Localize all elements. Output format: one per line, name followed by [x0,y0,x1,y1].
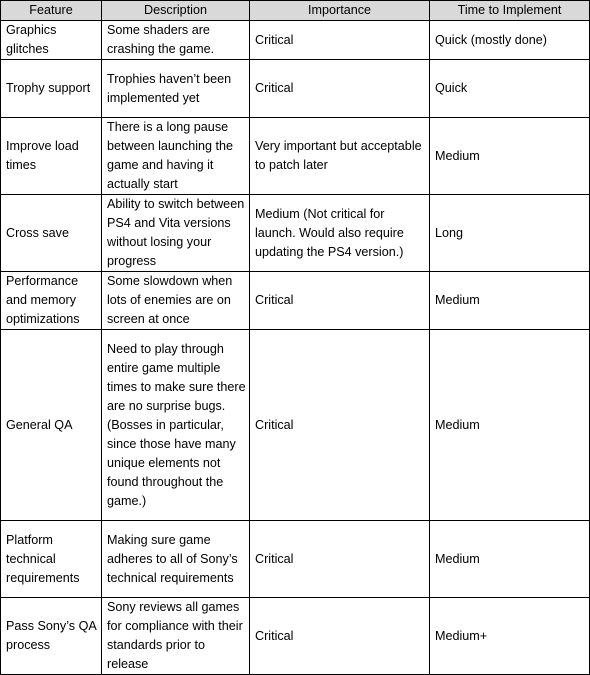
cell-importance: Critical [250,21,430,60]
header-description: Description [102,1,250,21]
table-row [1,272,590,330]
cell-importance: Critical [250,60,430,118]
cell-importance: Medium (Not critical for launch. Would also require updating the PS4 version.) [250,195,430,272]
cell-description: Some shaders are crashing the game. [102,21,250,60]
cell-feature: Performance and memory optimizations [1,272,102,330]
header-time-to-implement: Time to Implement [430,1,590,21]
cell-time: Medium [430,272,590,330]
header-importance: Importance [250,1,430,21]
cell-description: Some slowdown when lots of enemies are on screen at once [102,272,250,330]
table-row [1,60,590,118]
cell-feature: Platform technical requirements [1,521,102,598]
table-row [1,598,590,675]
table-row [1,118,590,195]
cell-time: Medium [430,521,590,598]
cell-description: Sony reviews all games for compliance with their standards prior to release [102,598,250,675]
cell-time: Medium [430,118,590,195]
cell-importance: Very important but acceptable to patch later [250,118,430,195]
cell-importance: Critical [250,272,430,330]
cell-importance: Critical [250,330,430,521]
table-row [1,521,590,598]
cell-description: Ability to switch between PS4 and Vita versions without losing your progress [102,195,250,272]
header-feature: Feature [1,1,102,21]
cell-description: Making sure game adheres to all of Sony’s technical requirements [102,521,250,598]
cell-feature: Cross save [1,195,102,272]
table-body [1,21,590,675]
table-row [1,195,590,272]
header-row [1,1,590,21]
cell-time: Long [430,195,590,272]
cell-feature: Improve load times [1,118,102,195]
table-row [1,21,590,60]
cell-time: Quick [430,60,590,118]
cell-feature: Pass Sony’s QA process [1,598,102,675]
cell-importance: Critical [250,598,430,675]
cell-feature: Graphics glitches [1,21,102,60]
cell-time: Medium [430,330,590,521]
table-header [1,1,590,21]
cell-feature: Trophy support [1,60,102,118]
cell-importance: Critical [250,521,430,598]
table-row [1,330,590,521]
cell-feature: General QA [1,330,102,521]
cell-description: Trophies haven’t been implemented yet [102,60,250,118]
cell-description: There is a long pause between launching the game and having it actually start [102,118,250,195]
cell-time: Quick (mostly done) [430,21,590,60]
cell-description: Need to play through entire game multiple times to make sure there are no surprise bugs. (Bosses in particular, since those have many unique elements not found throughout the game.) [102,330,250,521]
cell-time: Medium+ [430,598,590,675]
